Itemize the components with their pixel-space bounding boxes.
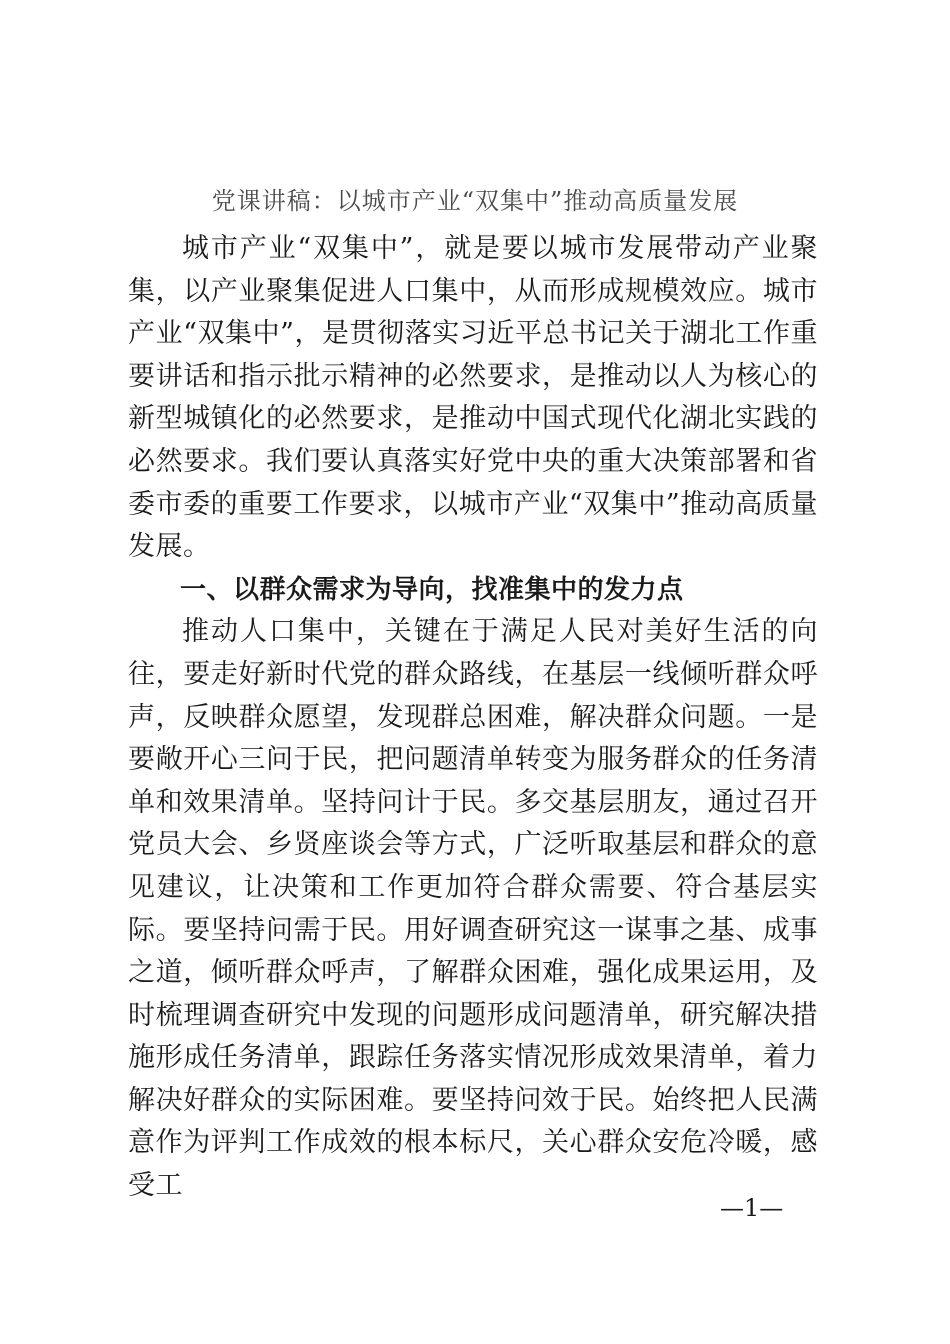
document-title: 党课讲稿：以城市产业“双集中”推动高质量发展 (211, 187, 739, 215)
section-heading-1: 一、以群众需求为导向，找准集中的发力点 (180, 574, 684, 605)
document-body (128, 228, 818, 1208)
intro-paragraph: 城市产业“双集中”，就是要以城市发展带动产业聚集，以产业聚集促进人口集中，从而形成规模效应。城市产业“双集中”，是贯彻落实习近平总书记关于湖北工作重要讲话和指示批示精神的必然要求，是推动以人为核心的新型城镇化的必然要求，是推动中国式现代化湖北实践的必然要求。我们要认真落实好党中央的重大决策部署和省委市委的重要工作要求，以城市产业“双集中”推动高质量发展。 (128, 233, 818, 563)
section-1-paragraph: 推动人口集中，关键在于满足人民对美好生活的向往，要走好新时代党的群众路线，在基层一线倾听群众呼声，反映群众愿望，发现群总困难，解决群众问题。一是要敞开心三问于民，把问题清单转变为服务群众的任务清单和效果清单。坚持问计于民。多交基层朋友，通过召开党员大会、乡贤座谈会等方式，广泛听取基层和群众的意见建议，让决策和工作更加符合群众需要、符合基层实际。要坚持问需于民。用好调查研究这一谋事之基、成事之道，倾听群众呼声，了解群众困难，强化成果运用，及时梳理调查研究中发现的问题形成问题清单，研究解决措施形成任务清单，跟踪任务落实情况形成效果清单，着力解决好群众的实际困难。要坚持问效于民。始终把人民满意作为评判工作成效的根本标尺，关心群众安危冷暖，感受工 (128, 616, 818, 1202)
page-number: —1— (720, 1194, 784, 1222)
